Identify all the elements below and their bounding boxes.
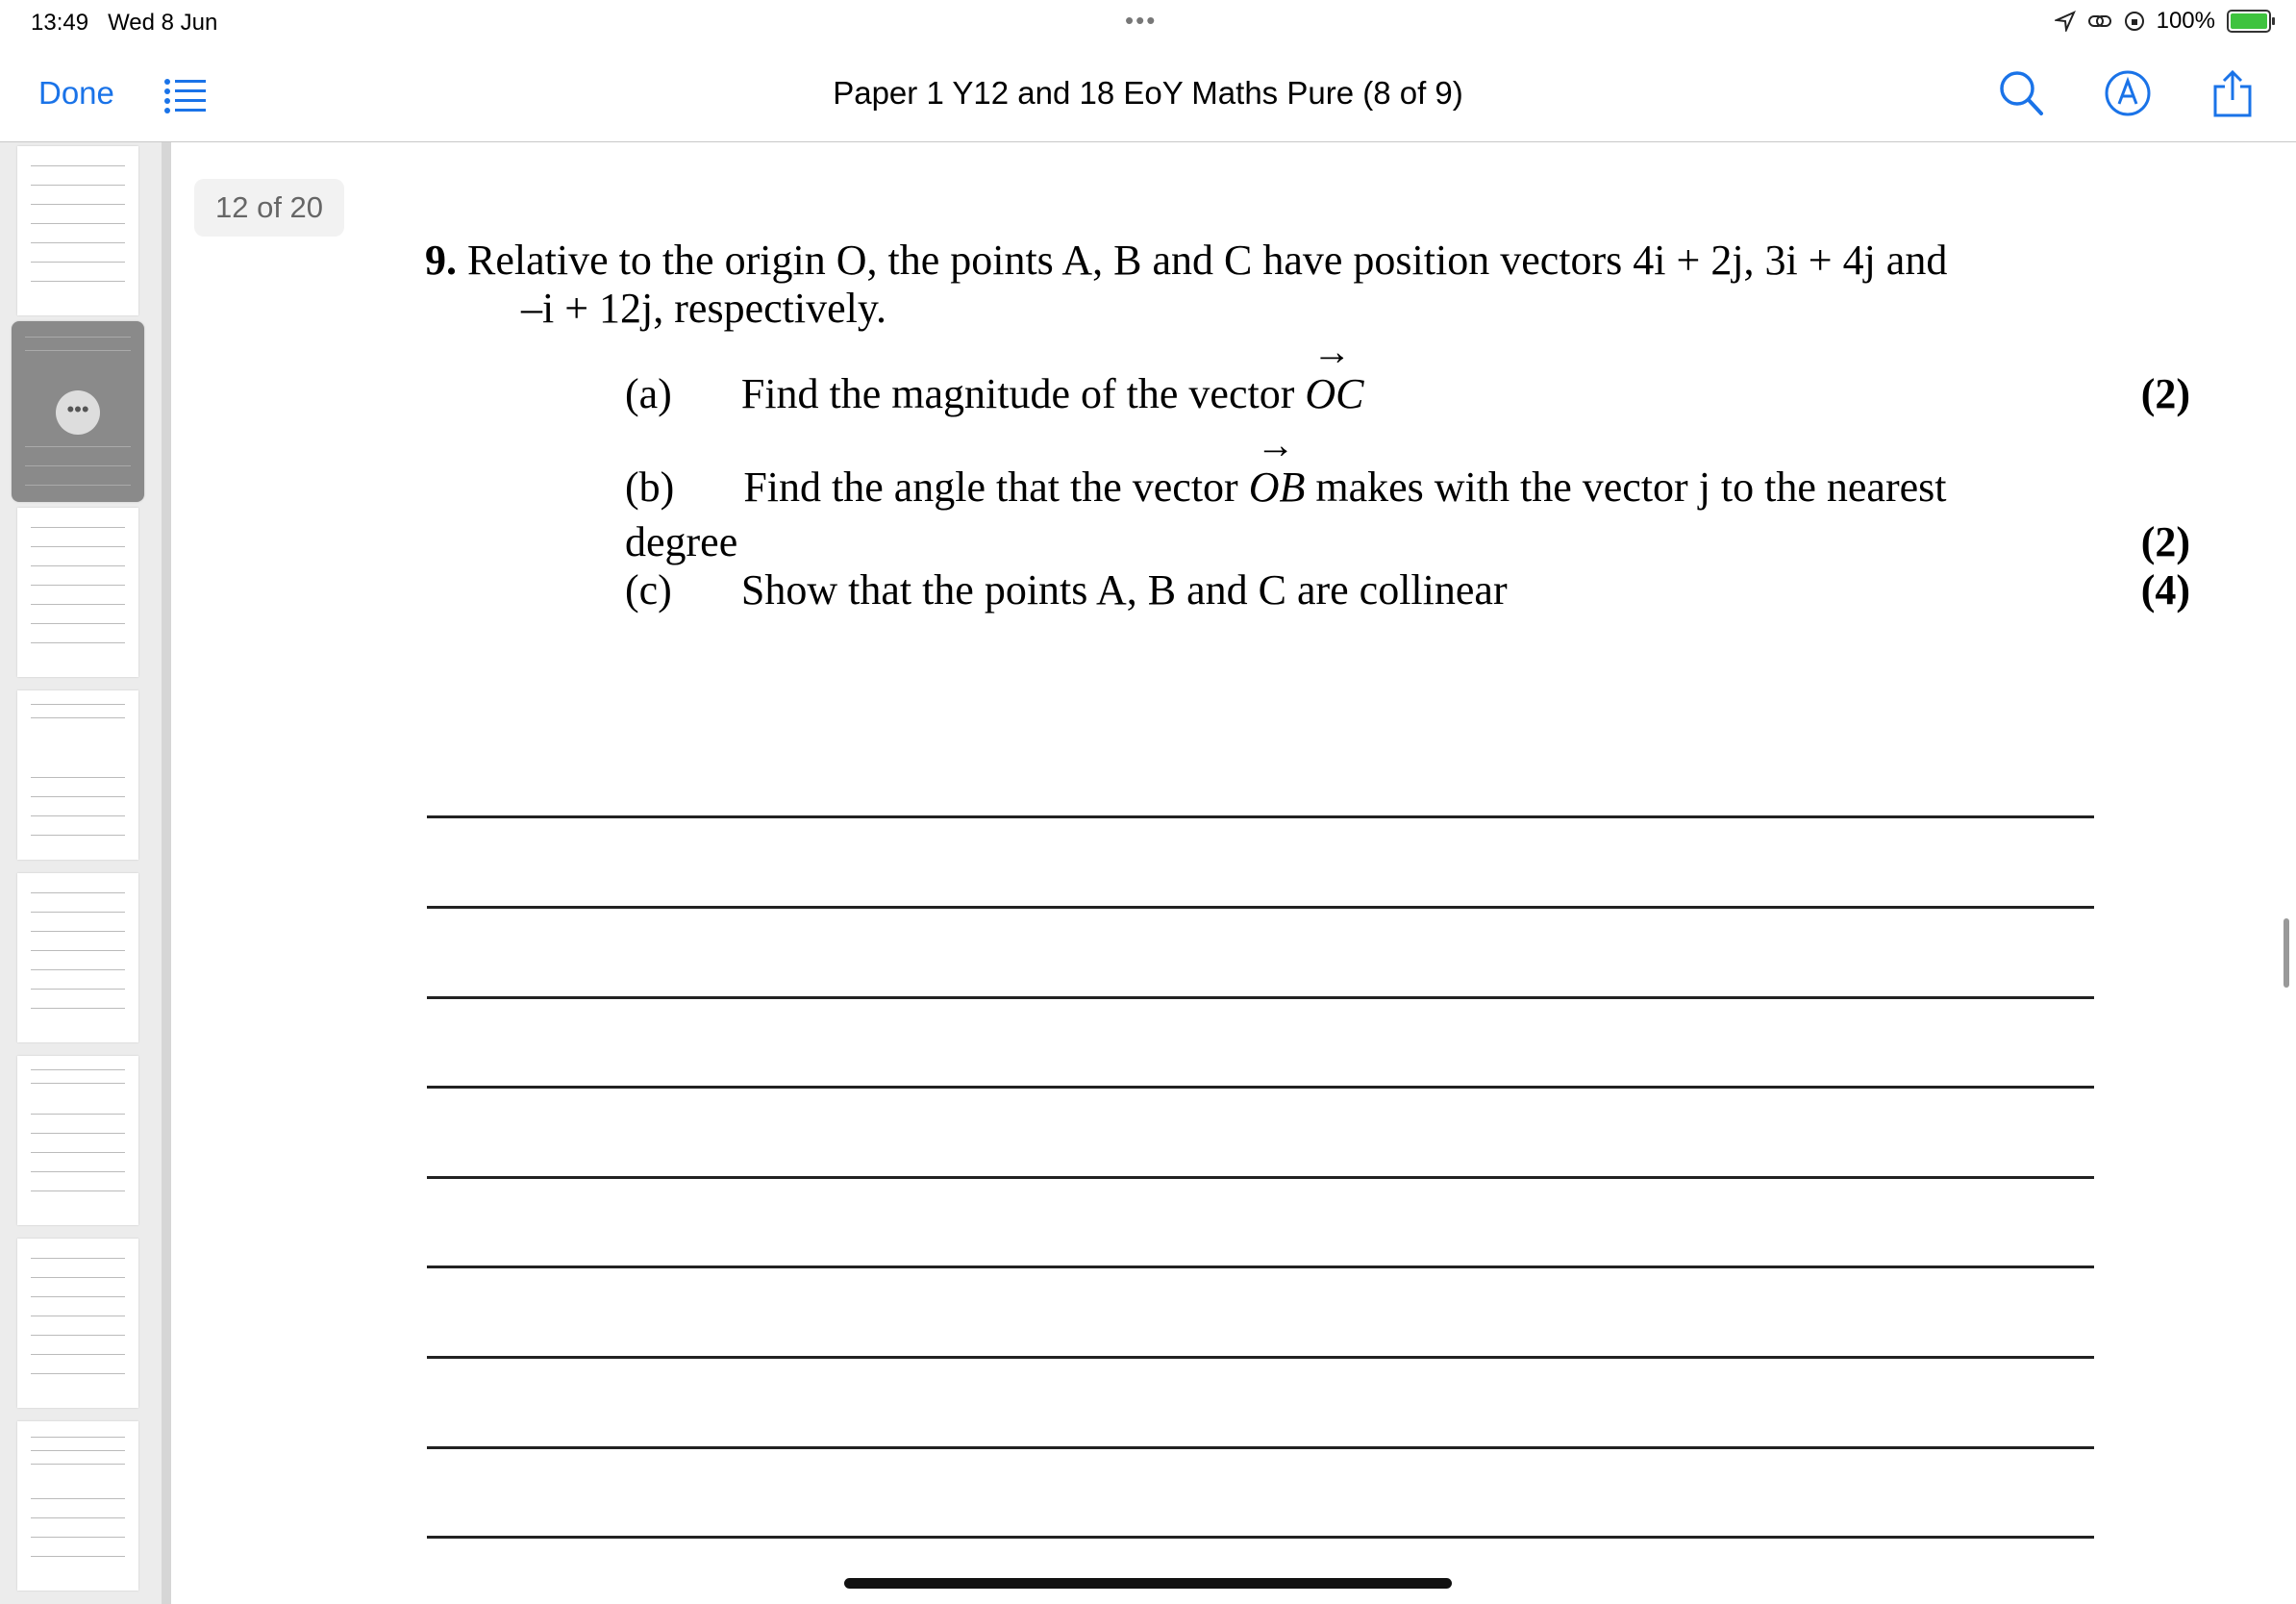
done-button[interactable]: Done xyxy=(38,75,114,111)
document-title: Paper 1 Y12 and 18 EoY Maths Pure (8 of 9) xyxy=(833,75,1463,111)
page-thumbnail[interactable] xyxy=(17,146,138,315)
page-thumbnail-selected[interactable] xyxy=(12,321,144,502)
part-b-text-1: Find the angle that the vector xyxy=(743,464,1238,511)
part-b xyxy=(625,463,1947,512)
page-thumbnail[interactable] xyxy=(17,690,138,860)
vector-oc: → OC xyxy=(1305,369,1363,418)
part-c-label: (c) xyxy=(625,566,672,614)
part-b-label: (b) xyxy=(625,464,675,511)
answer-line xyxy=(427,906,2094,909)
share-icon[interactable] xyxy=(2211,69,2254,119)
battery-percentage: 100% xyxy=(2156,8,2215,34)
page-thumbnail[interactable] xyxy=(17,508,138,677)
page-indicator: 12 of 20 xyxy=(194,179,344,237)
battery-icon xyxy=(2227,10,2271,33)
part-c xyxy=(625,565,1508,614)
part-c-marks: (4) xyxy=(2140,566,2190,614)
part-b-text-2: makes with the vector j to the nearest xyxy=(1315,464,1947,511)
page-thumbnail[interactable] xyxy=(17,1056,138,1225)
status-time: 13:49 Wed 8 Jun xyxy=(31,10,218,36)
toolbar xyxy=(0,48,2296,142)
answer-line xyxy=(427,815,2094,818)
question-text-1: Relative to the origin O, the points A, B and C have position vectors 4i + 2j, 3i + 4j and xyxy=(467,237,1948,284)
scroll-indicator[interactable] xyxy=(2284,918,2289,988)
sidebar-divider xyxy=(162,142,171,1604)
question-text-2: –i + 12j, respectively. xyxy=(521,285,886,332)
home-indicator[interactable] xyxy=(844,1578,1452,1589)
answer-line xyxy=(427,996,2094,999)
answer-line xyxy=(427,1176,2094,1179)
question-line-1 xyxy=(425,236,1947,285)
answer-line xyxy=(427,1536,2094,1539)
more-icon[interactable]: ••• xyxy=(56,390,100,435)
part-a-text: Find the magnitude of the vector xyxy=(740,370,1295,417)
answer-line xyxy=(427,1446,2094,1449)
page-thumbnail[interactable] xyxy=(17,1421,138,1591)
document-page xyxy=(171,142,2277,1604)
part-b-text-3: degree xyxy=(625,518,738,565)
part-a xyxy=(625,369,1364,418)
answer-line xyxy=(427,1086,2094,1089)
location-icon xyxy=(2055,11,2076,32)
markup-icon[interactable] xyxy=(2104,69,2152,117)
part-a-marks: (2) xyxy=(2140,370,2190,417)
multitask-dots[interactable]: ••• xyxy=(1125,6,1158,35)
question-number: 9. xyxy=(425,237,457,284)
link-icon xyxy=(2087,11,2112,32)
part-b-marks: (2) xyxy=(2140,518,2190,565)
part-a-label: (a) xyxy=(625,370,672,417)
search-icon[interactable] xyxy=(1998,69,2044,117)
answer-line xyxy=(427,1266,2094,1268)
status-right xyxy=(2055,8,2271,35)
vector-ob: → OB xyxy=(1249,463,1306,512)
page-thumbnail[interactable] xyxy=(17,1239,138,1408)
thumbnail-sidebar xyxy=(0,142,162,1604)
orientation-lock-icon xyxy=(2124,11,2145,32)
part-c-text: Show that the points A, B and C are collinear xyxy=(740,566,1508,614)
status-bar xyxy=(0,0,2296,48)
page-thumbnail[interactable] xyxy=(17,873,138,1042)
answer-line xyxy=(427,1356,2094,1359)
